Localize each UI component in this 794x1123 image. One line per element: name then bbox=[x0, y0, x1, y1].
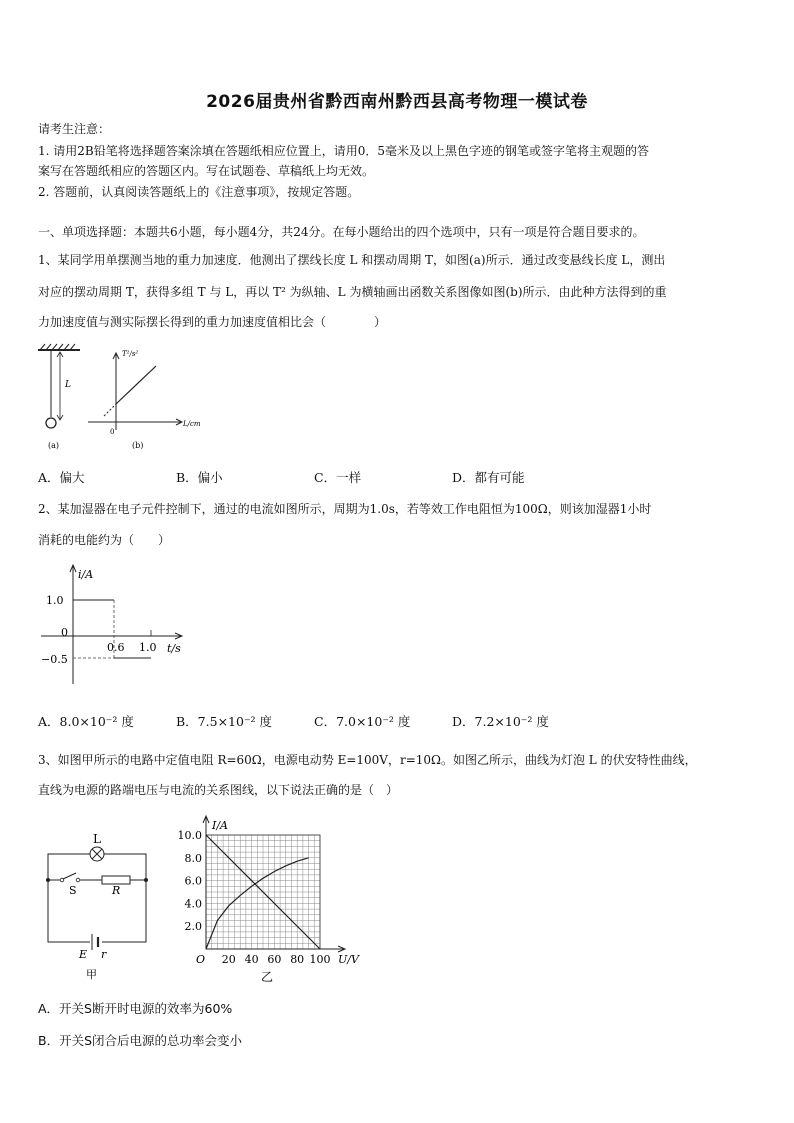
q2-line-1: 2、某加湿器在电子元件控制下，通过的电流如图所示，周期为1.0s，若等效工作电阻恒为100Ω，则该加湿器1小时 bbox=[38, 502, 652, 516]
notice-item-1-cont: 案写在答题纸相应的答题区内。写在试题卷、草稿纸上均无效。 bbox=[38, 164, 375, 178]
x-axis-label: L/cm bbox=[183, 420, 201, 428]
q1-line-1: 1、某同学用单摆测当地的重力加速度．他测出了摆线长度 L 和摆动周期 T，如图(a)所示．通过改变悬线长度 L，测出 bbox=[38, 253, 666, 267]
q1-option-a[interactable]: A．偏大 bbox=[38, 470, 85, 485]
x-tick-label: 60 bbox=[267, 953, 282, 966]
switch-contact bbox=[76, 878, 80, 882]
y-tick-label: 6.0 bbox=[184, 874, 202, 888]
notice-item-1: 1. 请用2B铅笔将选择题答案涂填在答题纸相应位置上，请用0．5毫米及以上黑色字迹的钢笔或签字笔将主观题的答 bbox=[38, 144, 649, 158]
section-heading: 一、单项选择题：本题共6小题，每小题4分，共24分。在每小题给出的四个选项中，只有一项是符合题目要求的。 bbox=[38, 225, 645, 239]
tick-x1: 0.6 bbox=[107, 641, 125, 654]
origin-label: 0 bbox=[110, 428, 115, 436]
y-tick-label: 10.0 bbox=[177, 829, 202, 842]
resistor bbox=[102, 876, 130, 884]
y-axis-label: T²/s² bbox=[122, 350, 139, 358]
q1-line-3: 力加速度值与测实际摆长得到的重力加速度值相比会（ ） bbox=[38, 315, 387, 329]
page-title: 2026届贵州省黔西南州黔西县高考物理一模试卷 bbox=[206, 92, 588, 112]
label-b: (b) bbox=[132, 441, 144, 450]
q2-option-d[interactable]: D．7.2×10⁻² 度 bbox=[452, 714, 549, 729]
q2-line-2: 消耗的电能约为（ ） bbox=[38, 533, 171, 547]
caption-yi: 乙 bbox=[261, 970, 274, 984]
label-L: L bbox=[93, 832, 101, 846]
notice-heading: 请考生注意： bbox=[38, 122, 111, 136]
y-axis-label: I/A bbox=[212, 819, 228, 832]
tick-neg: −0.5 bbox=[41, 653, 68, 666]
x-axis-label: U/V bbox=[338, 953, 359, 966]
label-E: E bbox=[79, 948, 88, 961]
origin-label: O bbox=[196, 953, 206, 966]
q2-current-graph bbox=[36, 560, 196, 690]
x-tick-label: 100 bbox=[309, 953, 331, 966]
q3-line-2: 直线为电源的路端电压与电流的关系图线，以下说法正确的是（ ） bbox=[38, 783, 399, 797]
y-tick-label: 4.0 bbox=[184, 897, 202, 911]
y-tick-label: 2.0 bbox=[184, 920, 202, 934]
caption-jia: 甲 bbox=[86, 968, 97, 981]
q2-option-b[interactable]: B．7.5×10⁻² 度 bbox=[176, 714, 273, 729]
q3-line-1: 3、如图甲所示的电路中定值电阻 R=60Ω，电源电动势 E=100V，r=10Ω。如图乙所示，曲线为灯泡 L 的伏安特性曲线， bbox=[38, 753, 697, 767]
q3-circuit bbox=[40, 828, 155, 983]
notice-item-2: 2. 答题前，认真阅读答题纸上的《注意事项》，按规定答题。 bbox=[38, 185, 360, 199]
q1-option-c[interactable]: C．一样 bbox=[314, 470, 362, 485]
q2-option-c[interactable]: C．7.0×10⁻² 度 bbox=[314, 714, 411, 729]
x-tick-label: 40 bbox=[244, 953, 259, 966]
q3-option-b[interactable]: B．开关S闭合后电源的总功率会变小 bbox=[38, 1033, 243, 1048]
q3-option-a[interactable]: A．开关S断开时电源的效率为60% bbox=[38, 1001, 233, 1016]
x-axis-label: t/s bbox=[167, 642, 181, 655]
pendulum-bob bbox=[46, 418, 56, 428]
extrapolated-line bbox=[104, 404, 116, 416]
tick-0: 0 bbox=[61, 626, 68, 639]
q3-iv-graph bbox=[170, 815, 370, 985]
q1-figure bbox=[30, 342, 220, 457]
x-tick-label: 80 bbox=[290, 953, 305, 966]
label-L: L bbox=[65, 380, 71, 390]
q2-option-a[interactable]: A．8.0×10⁻² 度 bbox=[38, 714, 134, 729]
x-tick-label: 20 bbox=[221, 953, 236, 966]
label-S: S bbox=[69, 884, 77, 897]
q1-option-d[interactable]: D．都有可能 bbox=[452, 470, 525, 485]
label-r: r bbox=[101, 948, 107, 961]
q1-option-b[interactable]: B．偏小 bbox=[176, 470, 223, 485]
switch-blade bbox=[63, 873, 76, 879]
label-R: R bbox=[112, 884, 121, 897]
q1-line-2: 对应的摆动周期 T，获得多组 T 与 L，再以 T² 为纵轴、L 为横轴画出函数关系图像如图(b)所示．由此种方法得到的重 bbox=[38, 285, 667, 299]
y-tick-label: 8.0 bbox=[184, 851, 202, 865]
tick-x2: 1.0 bbox=[139, 641, 157, 654]
data-line bbox=[116, 366, 156, 404]
y-axis-label: i/A bbox=[78, 568, 94, 581]
tick-1: 1.0 bbox=[46, 594, 64, 607]
label-a: (a) bbox=[48, 441, 60, 450]
